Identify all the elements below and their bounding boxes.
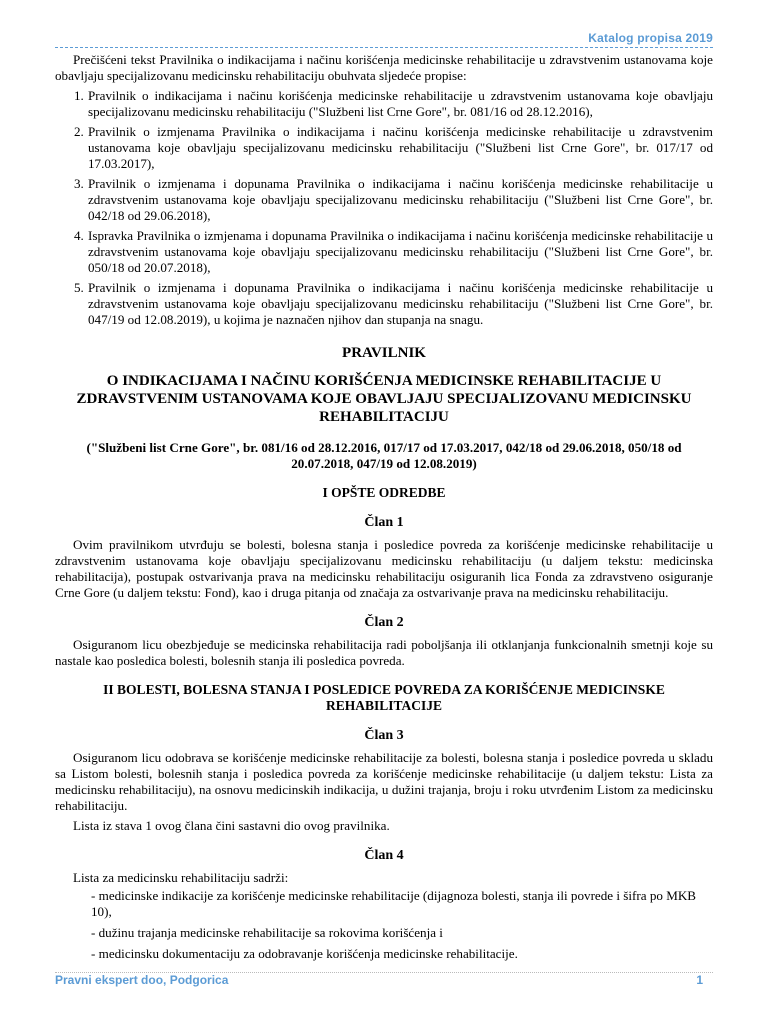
list-item: - medicinske indikacije za korišćenje medicinske rehabilitacije (dijagnoza bolesti, stanja ili povrede i šifra po MKB 10), bbox=[91, 888, 697, 919]
article-4-intro: Lista za medicinsku rehabilitaciju sadrži: bbox=[73, 870, 289, 885]
document-subtitle: O INDIKACIJAMA I NAČINU KORIŠĆENJA MEDICINSKE REHABILITACIJE U ZDRAVSTVENIM USTANOVAMA KOJE OBAVLJAJU SPECIJALIZOVANU MEDICINSKU REHABILITACIJU bbox=[76, 373, 692, 425]
page-header bbox=[55, 31, 713, 48]
article-2-text: Osiguranom licu obezbjeđuje se medicinska rehabilitacija radi poboljšanja ili otklanjanja funkcionalnih smetnji koje su nastale kao posledica bolesti, bolesnih stanja ili posledica povreda. bbox=[55, 637, 713, 668]
section-heading-2: II BOLESTI, BOLESNA STANJA I POSLEDICE POVREDA ZA KORIŠĆENJE MEDICINSKE REHABILITACIJE bbox=[103, 682, 665, 713]
regulations-list bbox=[55, 88, 713, 328]
page-number: 1 bbox=[696, 973, 703, 987]
list-item: 5. Pravilnik o izmjenama i dopunama Pravilnika o indikacijama i načinu korišćenja medicinske rehabilitacije u zdravstvenim ustanovama koje obavljaju specijalizovanu medicinsku rehabilitaciju ("Službeni list Crne Gore", br. 047/19 od 12.08.2019), u kojima je naznačen njihov dan stupanja na snagu. bbox=[74, 280, 713, 327]
section-heading-1: I OPŠTE ODREDBE bbox=[322, 485, 446, 500]
header-title: Katalog propisa 2019 bbox=[588, 31, 713, 45]
article-heading-2: Član 2 bbox=[364, 615, 404, 630]
article-3-paragraph-1: Osiguranom licu odobrava se korišćenje medicinske rehabilitacije za bolesti, bolesna stanja i posledice povreda u skladu sa Listom bolesti, bolesnih stanja i posledica povreda za korišćenje medicinske rehabilitacije (u daljem tekstu: Lista za medicinsku rehabilitaciju), na osnovu medicinskih indikacija, u dužini trajanja, broju i roku utvrđenim Listom za medicinsku rehabilitaciju. bbox=[55, 750, 713, 813]
article-3-paragraph-2: Lista iz stava 1 ovog člana čini sastavni dio ovog pravilnika. bbox=[73, 818, 390, 833]
list-item: - medicinsku dokumentaciju za odobravanje korišćenja medicinske rehabilitacije. bbox=[91, 946, 518, 961]
page-footer bbox=[55, 972, 713, 993]
document-body bbox=[55, 52, 713, 967]
intro-paragraph: Prečišćeni tekst Pravilnika o indikacijama i načinu korišćenja medicinske rehabilitacije u zdravstvenim ustanovama koje obavljaju specijalizovanu medicinsku rehabilitaciju obuhvata sljedeće propise: bbox=[55, 52, 713, 83]
article-heading-1: Član 1 bbox=[364, 515, 404, 530]
document-title: PRAVILNIK bbox=[342, 345, 426, 361]
list-item: 3. Pravilnik o izmjenama i dopunama Pravilnika o indikacijama i načinu korišćenja medicinske rehabilitacije u zdravstvenim ustanovama koje obavljaju specijalizovanu medicinsku rehabilitaciju ("Službeni list Crne Gore", br. 042/18 od 29.06.2018), bbox=[74, 176, 713, 223]
article-4-list bbox=[55, 888, 713, 962]
article-heading-4: Član 4 bbox=[364, 848, 404, 863]
list-item: 1. Pravilnik o indikacijama i načinu korišćenja medicinske rehabilitacije u zdravstvenim ustanovama koje obavljaju specijalizovanu medicinsku rehabilitaciju ("Službeni list Crne Gore", br. 081/16 od 28.12.2016), bbox=[74, 88, 713, 119]
footer-publisher: Pravni ekspert doo, Podgorica bbox=[55, 973, 229, 987]
list-item: - dužinu trajanja medicinske rehabilitacije sa rokovima korišćenja i bbox=[91, 925, 443, 940]
list-item: 2. Pravilnik o izmjenama Pravilnika o indikacijama i načinu korišćenja medicinske rehabilitacije u zdravstvenim ustanovama koje obavljaju specijalizovanu medicinsku rehabilitaciju ("Službeni list Crne Gore", br. 017/17 od 17.03.2017), bbox=[74, 124, 713, 171]
article-heading-3: Član 3 bbox=[364, 728, 404, 743]
list-item: 4. Ispravka Pravilnika o izmjenama i dopunama Pravilnika o indikacijama i načinu korišćenja medicinske rehabilitacije u zdravstvenim ustanovama koje obavljaju specijalizovanu medicinsku rehabilitaciju ("Službeni list Crne Gore", br. 050/18 od 20.07.2018), bbox=[74, 228, 713, 275]
article-1-text: Ovim pravilnikom utvrđuju se bolesti, bolesna stanja i posledice povreda za korišćenje medicinske rehabilitacije u zdravstvenim ustanovama koje obavljaju specijalizovanu medicinsku rehabilitaciju (u daljem tekstu: medicinska rehabilitacija), postupak ostvarivanja prava na medicinsku rehabilitaciju osiguranih lica Fonda za zdravstveno osiguranje Crne Gore (u daljem tekstu: Fond), kao i druga pitanja od značaja za ostvarivanje prava na medicinsku rehabilitaciju. bbox=[55, 537, 713, 600]
gazette-reference: ("Službeni list Crne Gore", br. 081/16 od 28.12.2016, 017/17 od 17.03.2017, 042/18 od 29.06.2018, 050/18 od 20.07.2018, 047/19 od 12.08.2019) bbox=[86, 440, 682, 471]
